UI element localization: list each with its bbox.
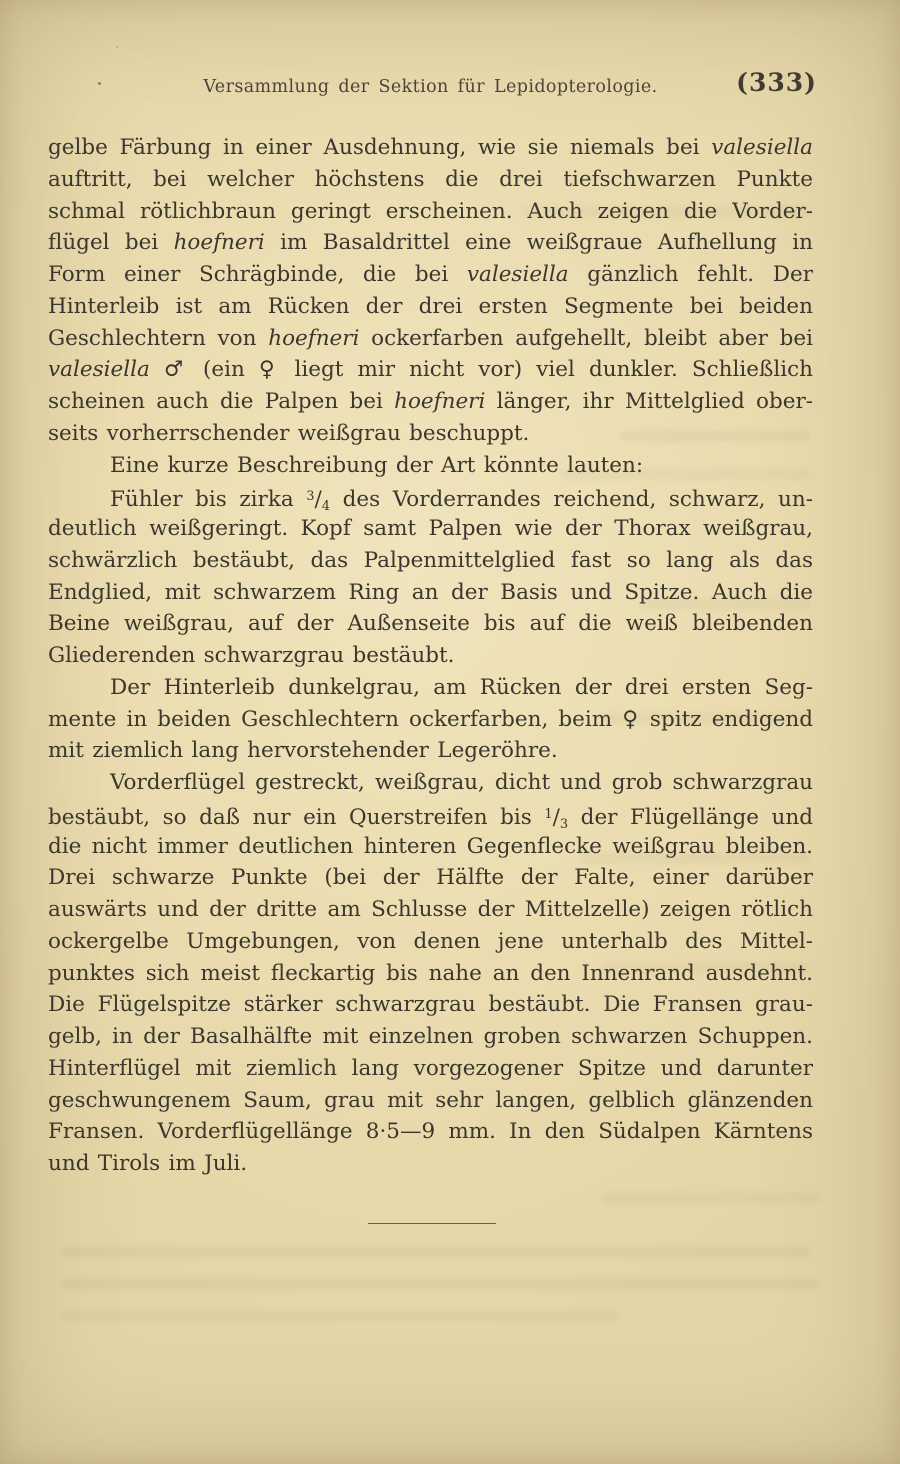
- text-line: [48, 862, 813, 894]
- species-name: hoefneri: [268, 325, 360, 351]
- text-line: [48, 704, 813, 736]
- text-segment: die nicht immer deutlichen hinteren Gegenflecke weißgrau bleiben.: [48, 833, 813, 859]
- text-line: [48, 386, 813, 418]
- text-line: [48, 196, 813, 228]
- text-line: [48, 1148, 813, 1180]
- text-segment: gelbe Färbung in einer Ausdehnung, wie sie niemals bei: [48, 135, 712, 160]
- text-segment: deutlich weißgeringt. Kopf samt Palpen wie der Thorax weißgrau,: [48, 516, 813, 541]
- text-line: [48, 767, 813, 799]
- text-line: [48, 132, 813, 164]
- text-line: [48, 259, 813, 291]
- text-segment: schwärzlich bestäubt, das Palpenmittelglied fast so lang als das: [48, 547, 813, 573]
- text-line: [48, 323, 813, 355]
- text-segment: ockerfarben aufgehellt, bleibt aber bei: [359, 325, 813, 351]
- text-segment: Geschlechtern von: [48, 325, 269, 351]
- text-segment: der Flügellänge und: [568, 804, 813, 830]
- body-text: [48, 132, 813, 1180]
- text-line: [48, 926, 813, 958]
- text-segment: ockergelbe Umgebungen, von denen jene unterhalb des Mittel-: [48, 928, 813, 954]
- text-segment: seits vorherrschender weißgrau beschuppt.: [48, 420, 530, 446]
- text-segment: des Vorderrandes reichend, schwarz, un-: [330, 487, 813, 513]
- text-line: [48, 831, 813, 863]
- text-line: [48, 958, 813, 990]
- species-name: valesiella: [48, 357, 150, 383]
- text-segment: und Tirols im Juli.: [48, 1151, 248, 1176]
- text-segment: mente in beiden Geschlechtern ockerfarben, beim ♀ spitz endigend: [48, 706, 813, 732]
- text-line: [48, 577, 813, 609]
- text-segment: Hinterflügel mit ziemlich lang vorgezogener Spitze und darunter: [48, 1055, 813, 1081]
- text-line: [48, 608, 813, 640]
- text-line: [48, 227, 813, 259]
- text-segment: scheinen auch die Palpen bei: [48, 389, 395, 414]
- text-line: [48, 989, 813, 1021]
- text-segment: Eine kurze Beschreibung der Art könnte lauten:: [110, 452, 644, 478]
- section-divider: [368, 1223, 496, 1224]
- text-segment: gänzlich fehlt. Der: [568, 262, 813, 287]
- bleedthrough-texture: [60, 1278, 820, 1290]
- text-line: [48, 291, 813, 323]
- text-line: [48, 354, 813, 386]
- text-segment: Fühler bis zirka: [110, 487, 307, 513]
- text-segment: Die Flügelspitze stärker schwarzgrau bestäubt. Die Fransen grau-: [48, 992, 813, 1018]
- fraction: $^1/_3$: [544, 804, 569, 832]
- species-name: hoefneri: [173, 230, 265, 256]
- text-line: [48, 418, 813, 450]
- text-line: [48, 164, 813, 196]
- text-segment: geschwungenem Saum, grau mit sehr langen, gelblich glänzenden: [48, 1087, 813, 1113]
- text-segment: flügel bei: [48, 230, 174, 256]
- text-line: [48, 1116, 813, 1148]
- bleedthrough-texture: [600, 1192, 820, 1204]
- running-title: Versammlung der Sektion für Lepidopterologie.: [203, 77, 658, 97]
- text-line: [48, 1085, 813, 1117]
- species-name: valesiella: [466, 262, 569, 287]
- text-segment: im Basaldrittel eine weißgraue Aufhellung in: [264, 230, 813, 256]
- text-line: [48, 545, 813, 577]
- text-segment: mit ziemlich lang hervorstehender Legeröhre.: [48, 738, 558, 764]
- page-number: (333): [736, 68, 817, 97]
- page-header: [48, 68, 817, 108]
- bleedthrough-texture: [60, 1310, 620, 1322]
- species-name: hoefneri: [394, 389, 486, 414]
- text-segment: bestäubt, so daß nur ein Querstreifen bis: [48, 804, 545, 830]
- text-line: [48, 450, 813, 482]
- text-line: [48, 640, 813, 672]
- text-segment: Beine weißgrau, auf der Außenseite bis auf die weiß bleibenden: [48, 611, 813, 637]
- text-segment: Der Hinterleib dunkelgrau, am Rücken der drei ersten Seg-: [110, 674, 813, 700]
- text-segment: Vorderflügel gestreckt, weißgrau, dicht und grob schwarzgrau: [110, 770, 813, 795]
- species-name: valesiella: [711, 135, 813, 160]
- text-segment: länger, ihr Mittelglied ober-: [485, 389, 813, 414]
- text-line: [48, 799, 813, 831]
- bleedthrough-texture: [60, 1246, 810, 1258]
- text-line: [48, 894, 813, 926]
- text-segment: gelb, in der Basalhälfte mit einzelnen groben schwarzen Schuppen.: [48, 1024, 813, 1049]
- text-segment: Gliederenden schwarzgrau bestäubt.: [48, 643, 455, 668]
- text-segment: Hinterleib ist am Rücken der drei ersten Segmente bei beiden: [48, 293, 813, 319]
- text-line: [48, 513, 813, 545]
- text-line: [48, 735, 813, 767]
- text-segment: Endglied, mit schwarzem Ring an der Basis und Spitze. Auch die: [48, 579, 813, 605]
- text-segment: schmal rötlichbraun geringt erscheinen. Auch zeigen die Vorder-: [48, 198, 813, 224]
- paper-speck: [116, 46, 118, 48]
- text-segment: punktes sich meist fleckartig bis nahe an den Innenrand ausdehnt.: [48, 960, 813, 986]
- text-line: [48, 672, 813, 704]
- text-segment: auftritt, bei welcher höchstens die drei tiefschwarzen Punkte: [48, 166, 813, 192]
- text-segment: Drei schwarze Punkte (bei der Hälfte der Falte, einer darüber: [48, 865, 813, 891]
- text-line: [48, 1021, 813, 1053]
- text-segment: Form einer Schrägbinde, die bei: [48, 262, 467, 287]
- text-segment: ♂ (ein ♀ liegt mir nicht vor) viel dunkler. Schließlich: [149, 357, 813, 383]
- fraction: $^3/_4$: [306, 487, 331, 515]
- text-segment: auswärts und der dritte am Schlusse der Mittelzelle) zeigen rötlich: [48, 897, 813, 922]
- text-segment: Fransen. Vorderflügellänge 8·5—9 mm. In den Südalpen Kärntens: [48, 1119, 813, 1145]
- text-line: [48, 481, 813, 513]
- text-line: [48, 1053, 813, 1085]
